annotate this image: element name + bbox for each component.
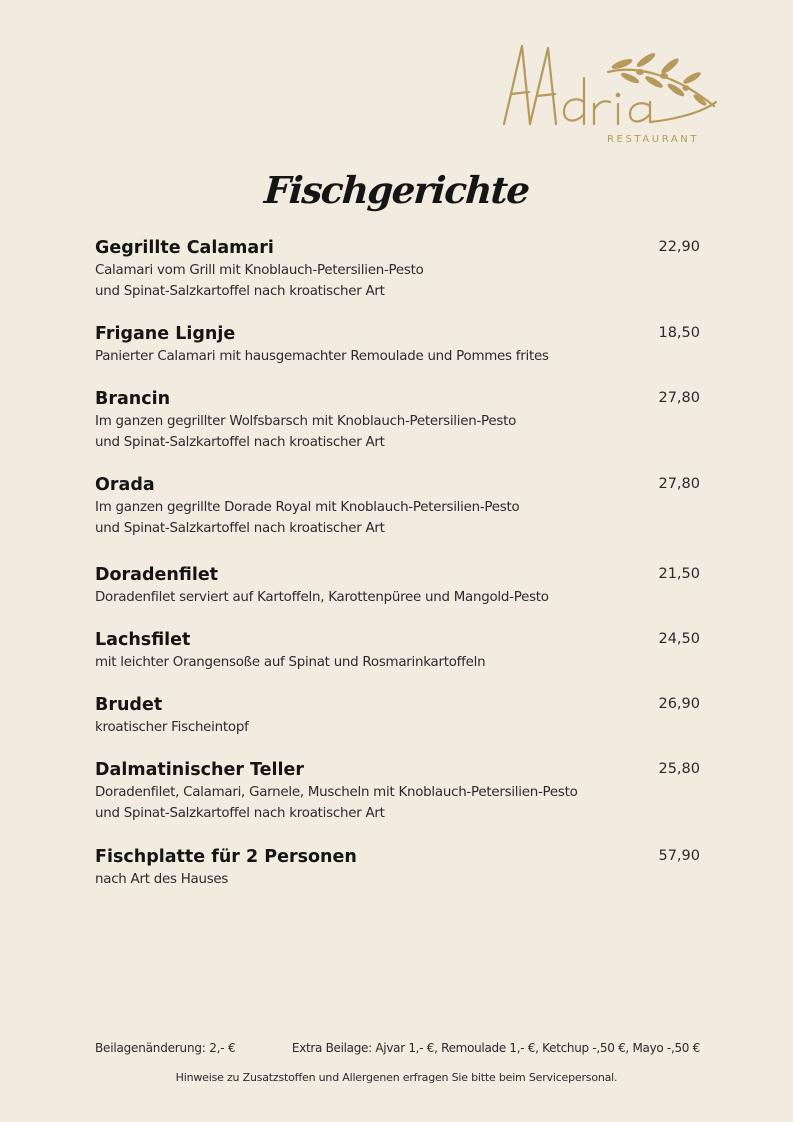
menu-item: [95, 758, 700, 824]
menu-item: [95, 563, 700, 608]
item-price: 22,90: [658, 239, 700, 255]
side-change-fee: Beilagenänderung: 2,- €: [95, 1041, 236, 1055]
page-title: Fischgerichte: [262, 168, 531, 212]
allergen-note: Hinweise zu Zusatzstoffen und Allergenen erfragen Sie bitte beim Servicepersonal.: [175, 1071, 618, 1084]
item-name: Dalmatinischer Teller: [95, 760, 305, 780]
item-description: und Spinat-Salzkartoffel nach kroatischer Art: [95, 521, 385, 536]
item-description: Doradenfilet, Calamari, Garnele, Muscheln mit Knoblauch-Petersilien-Pesto: [95, 785, 578, 800]
item-description: Calamari vom Grill mit Knoblauch-Petersilien-Pesto: [95, 263, 424, 278]
menu-item: [95, 236, 700, 302]
item-price: 21,50: [658, 566, 700, 582]
item-description: und Spinat-Salzkartoffel nach kroatischer Art: [95, 435, 385, 450]
item-description: Im ganzen gegrillte Dorade Royal mit Knoblauch-Petersilien-Pesto: [95, 500, 520, 515]
item-description: nach Art des Hauses: [95, 872, 229, 887]
menu-item: [95, 473, 700, 539]
item-name: Brancin: [95, 389, 171, 409]
item-description: Im ganzen gegrillter Wolfsbarsch mit Knoblauch-Petersilien-Pesto: [95, 414, 517, 429]
item-name: Orada: [95, 475, 155, 495]
item-description: kroatischer Fischeintopf: [95, 720, 249, 735]
item-name: Fischplatte für 2 Personen: [95, 847, 357, 867]
item-description: Doradenfilet serviert auf Kartoffeln, Karottenpüree und Mangold-Pesto: [95, 590, 549, 605]
menu-item: [95, 322, 700, 367]
item-price: 26,90: [658, 696, 700, 712]
item-description: Panierter Calamari mit hausgemachter Remoulade und Pommes frites: [95, 349, 549, 364]
item-description: mit leichter Orangensoße auf Spinat und Rosmarinkartoffeln: [95, 655, 486, 670]
item-price: 18,50: [658, 325, 700, 341]
item-price: 57,90: [658, 848, 700, 864]
item-name: Gegrillte Calamari: [95, 238, 274, 258]
item-price: 24,50: [658, 631, 700, 647]
item-price: 27,80: [658, 390, 700, 406]
extra-sides-prices: Extra Beilage: Ajvar 1,- €, Remoulade 1,- €, Ketchup -,50 €, Mayo -,50 €: [291, 1041, 700, 1055]
item-price: 27,80: [658, 476, 700, 492]
item-description: und Spinat-Salzkartoffel nach kroatischer Art: [95, 806, 385, 821]
menu-item: [95, 845, 700, 890]
item-name: Frigane Lignje: [95, 324, 236, 344]
menu-item: [95, 628, 700, 673]
item-name: Doradenfilet: [95, 565, 219, 585]
menu-item: [95, 693, 700, 738]
item-description: und Spinat-Salzkartoffel nach kroatischer Art: [95, 284, 385, 299]
logo-subtitle: RESTAURANT: [607, 134, 700, 145]
item-name: Brudet: [95, 695, 163, 715]
item-price: 25,80: [658, 761, 700, 777]
menu-item: [95, 387, 700, 453]
restaurant-logo: [500, 42, 722, 150]
item-name: Lachsfilet: [95, 630, 191, 650]
